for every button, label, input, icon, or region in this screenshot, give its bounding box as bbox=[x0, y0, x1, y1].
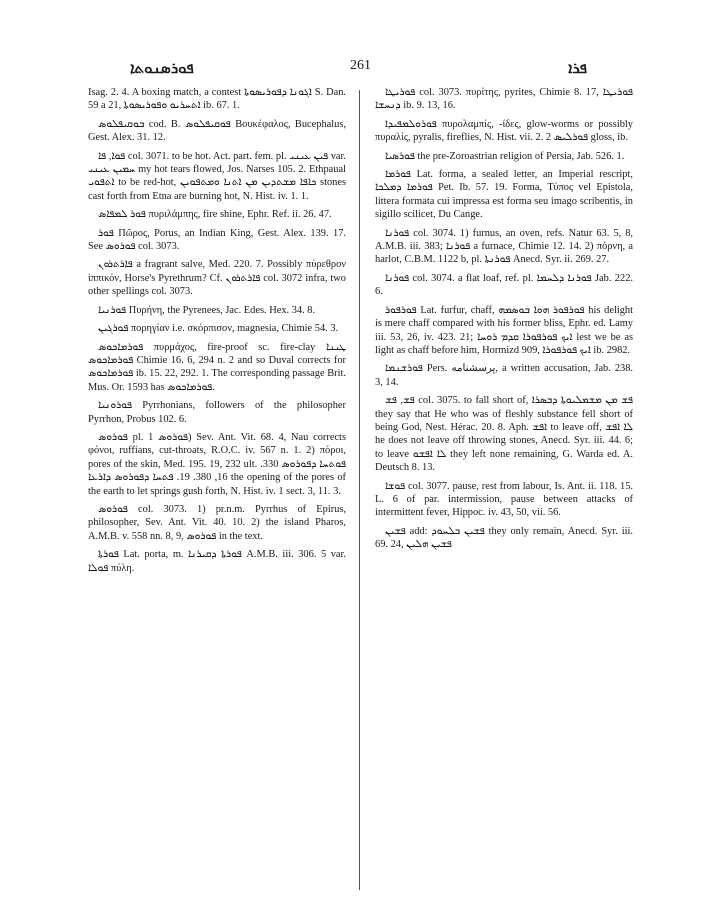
left-column bbox=[88, 86, 346, 580]
entry: ܦܘܪܘܣ pl. ܦܘܪܘܣ 1) Sev. Ant. Vit. 68. 4, Nau corrects φόνοι, ruffians, cut-throats, R.O.C. iv. 567 n. 1. 2) πόροι, pores of the skin, Med. 195. 19, 232 ult. ܦܘܬܚܐ ܕܦܘܪܘܣ 330. 16, 380. 19. ܦܬܚܐ ܕܦܘܪܘܣ ܕܐܪܥܐ the opening of the pores of the earth to let springs gush forth, N. Hist. iv. 1 sect. 3, 11. 3. bbox=[88, 431, 346, 497]
entry: ܦܘܪܘܣ col. 3073. 1) pr.n.m. Pyrrhus of Epirus, philosopher, Sev. Ant. Vit. 40. 10. 2) the island Pharos, A.M.B. v. 558 nn. 8, 9, ܦܘܪܘܣ in the text. bbox=[88, 503, 346, 542]
running-head-left: ܦܘܪܣܢܘܬܐ bbox=[130, 61, 194, 77]
entry: ܦܘܫܐ col. 3077. pause, rest from labour, Is. Ant. ii. 118. 15. L. 6 of par. intermission, pause between attacks of intermittent fever, Hippoc. iv. 43, 50, vii. 56. bbox=[375, 480, 633, 519]
entry: ܦܘܪ ܠܡܦܐܣ πυριλάμπης, fire shine, Ephr. Ref. ii. 26. 47. bbox=[98, 209, 332, 221]
entry: Isag. 2. 4. A boxing match, a contest ܐܓܘܢܐ ܕܦܘܪܝܣܘܬܐ S. Dan. 59 a 21, ܐܬܚܪܝܘ ܘܦܘܪܝܣܘܬܐ ib. 67. 1. bbox=[88, 87, 346, 112]
text-columns bbox=[88, 86, 633, 902]
entry: ܦܘܪܫܢܡܐ Pers. پرسشنامه, a written accusation, Jab. 238. 3, 14. bbox=[375, 363, 634, 388]
entry: ܦܘܪܘܢܝܐ Pyrrhonians, followers of the philosopher Pyrrhon, Probus 102. 6. bbox=[88, 400, 346, 425]
entry: ܦܘܪܘܠܡܦܝܕܐ πυρολαμπίς, -ίδες, glow-worms or possibly πυραλίς, pyralis, fireflies, N. Hist. vii. 2. 2 ܦܘܪܠܝܣ gloss, ib. bbox=[375, 118, 633, 144]
right-column bbox=[375, 86, 633, 557]
entry: ܦܘܪܬܐ Lat. porta, m. ܦܘܪܬܐ ܕܩܝܪܢܐ A.M.B. iii. 306. 5 var. ܦܘܠܐ πύλη. bbox=[88, 549, 346, 574]
entry: ܦܘܐ, ܦܐ col. 3071. to be hot. Act. part. fem. pl. ܦܝܢ ܥܝܢܝ var. ܚܡܝܢ ܥܝܢܝ my hot tears flowed, Jos. Narses 105. 2. Ethpaual ܐܬܦܘܝ to be red-hot, ܟܐܦܐ ܡܫܬܕܝܢ ܡܢ ܐܬܢܐ ܘܡܬܦܘܝܢ stones cast forth from Etna are burning hot, N. Hist. iv. 1. 1. bbox=[88, 150, 347, 202]
entry: ܦܘܪܢܝܐ Πυρήνη, the Pyrenees, Jac. Edes. Hex. 34. 8. bbox=[98, 304, 316, 316]
entry: ܦܘܪ Πῶρος, Porus, an Indian King, Gest. Alex. 139. 17. See ܦܘܪܘܣ col. 3073. bbox=[88, 227, 346, 253]
entry: ܦܘܪܢܐ col. 3074. 1) furnus, an oven, refs. Natur 63. 5, 8, A.M.B. iii. 383; ܦܘܪܢܐ a furnace, Chimie 12. 14. 2) πόρνη, a harlot, C.B.M. 1122 b, pl. ܦܘܪܢܬܐ Anecd. Syr. ii. 269. 27. bbox=[375, 227, 633, 266]
entry: ܦܘܪܝܛܐ col. 3073. πυρίτης, pyrites, Chimie 8. 17, ܦܘܪܝܛܐ ܕܢܚܫܐ ib. 9. 13, 16. bbox=[375, 87, 633, 112]
entry: ܦܘܪܓܝܢ πορηγίαν i.e. σκόρπισον, magnesia, Chimie 54. 3. bbox=[98, 323, 339, 335]
entry: ܦܘܪܡܐ Lat. forma, a sealed letter, an Imperial rescript, ܦܘܪܡܐ ܕܡܠܟܐ Pet. Ib. 57. 19. Forma, Τύπος vel Epistola, littera formata cui impressa est forma seu imago scribentis, in sigillo scilicet, Du Cange. bbox=[375, 169, 633, 221]
entry: ܦܘܪܦܘܪ Lat. furfur, chaff, ܦܘܪܦܘܪ ܗܘܐ ܒܘܣܡܗ his delight is mere chaff compared with his former bliss, Ephr. ed. Lamy iii. 53, 26, iv. 423. 21; ܐܝܟ ܦܘܪܦܘܪܐ ܩܕܡ ܪܘܚܐ lest we be as light as chaff before him, Hormizd 909, ܐܝܟ ܦܘܪܦܘܪܐ ib. 2982. bbox=[375, 304, 634, 356]
page-number: 261 bbox=[350, 58, 371, 73]
entry: ܦܫ, ܦܫ col. 3075. to fall short of, ܦܫ ܡܢ ܡܫܡܠܝܘܬܐ ܕܒܣܪܐ they say that He who was of fleshly substance fell short of being God, Nest. Hérac. 20. 8. Aph. ܐܦܫ to leave off, ܠܐ ܐܦܫ he does not leave off throwing stones, Anecd. Syr. iii. 44. 6; to leave ܠܐ ܐܦܫܘ they left none remaining, G. Warda ed. A. Deutsch 8. 13. bbox=[375, 395, 633, 474]
entry: ܦܘܪܡܐܟܘܣ πυρμάχος, fire-proof sc. fire-clay ܛܝܢܐ ܦܘܪܡܐܟܘܣ Chimie 16. 6, 294 n. 2 and so Duval corrects for ܦܘܪܡܐܟܘܣ ib. 15. 22, 292. 1. The corresponding passage Brit. Mus. Or. 1593 has ܦܘܪܡܐܟܘܣ. bbox=[88, 341, 346, 393]
entry: ܦܘܪܣܝܐ the pre-Zoroastrian religion of Persia, Jab. 526. 1. bbox=[385, 150, 625, 162]
page-header bbox=[88, 52, 633, 86]
dictionary-page bbox=[88, 52, 633, 902]
entry: ܦܫܝܢ add: ܦܫܝܢ ܒܠܚܘܕ they only remain, Anecd. Syr. iii. 69. 24, ܦܫܝܢ ܗܠܝܢ bbox=[375, 525, 633, 551]
entry: ܒܘܩܝܦܠܘܣ cod. B. ܦܘܩܝܦܠܘܣ Βουκέφαλος, Bucephalus, Gest. Alex. 31. 12. bbox=[88, 118, 347, 144]
entry: ܦܘܪܢܐ col. 3074. a flat loaf, ref. pl. ܦܘܪܢܐ ܕܠܚܡܐ Jab. 222. 6. bbox=[375, 272, 633, 298]
running-head-right: ܦܪܐ bbox=[568, 61, 587, 77]
column-divider bbox=[359, 90, 360, 890]
entry: ܦܐܪܬܪܘܢ a fragrant salve, Med. 220. 7. Possibly πύρεθρον ἱππικόν, Horse's Pyrethrum? Cf. ܦܐܪܬܪܘܢ col. 3072 infra, two other spellings col. 3073. bbox=[88, 259, 347, 298]
